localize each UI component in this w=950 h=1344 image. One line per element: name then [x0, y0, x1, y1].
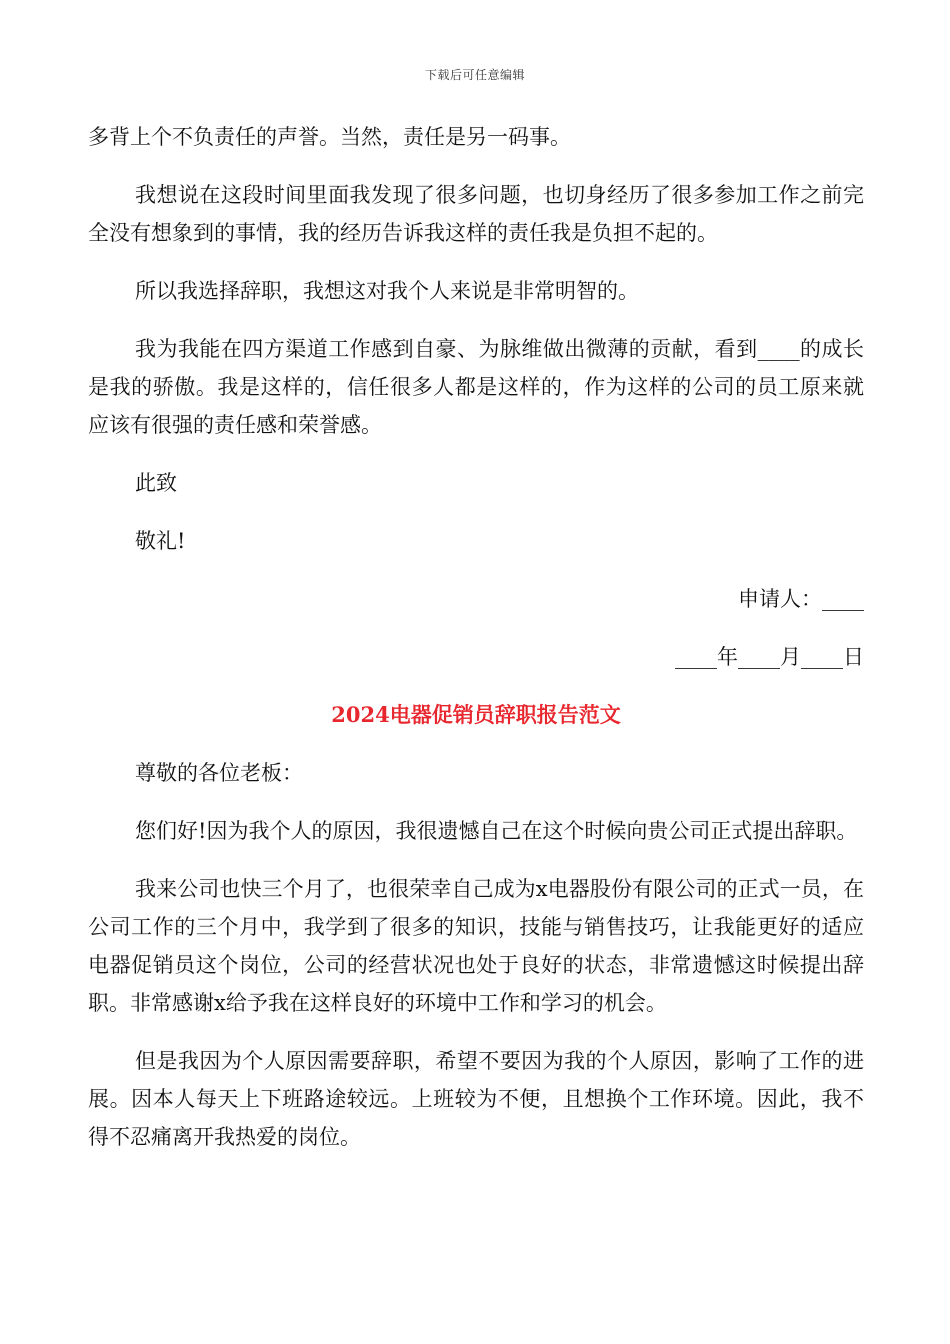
page-header-note: 下载后可任意编辑 [424, 68, 525, 82]
closing-line-2: 敬礼! [135, 529, 186, 553]
paragraph-reason: 但是我因为个人原因需要辞职，希望不要因为我的个人原因，影响了工作的进展。因本人每天上下班路途较远。上班较为不便，且想换个工作环境。因此，我不得不忍痛离开我热爱的岗位。 [88, 1049, 864, 1149]
document-body [88, 118, 864, 1176]
section-title: 2024电器促销员辞职报告范文 [331, 702, 621, 727]
paragraph-problems: 我想说在这段时间里面我发现了很多问题，也切身经历了很多参加工作之前完全没有想象到的事情，我的经历告诉我这样的责任我是负担不起的。 [88, 183, 864, 245]
paragraph-decision: 所以我选择辞职，我想这对我个人来说是非常明智的。 [135, 279, 639, 303]
paragraph-continuation: 多背上个不负责任的声誉。当然，责任是另一码事。 [88, 125, 571, 149]
paragraph-experience: 我来公司也快三个月了，也很荣幸自己成为x电器股份有限公司的正式一员，在公司工作的三个月中，我学到了很多的知识，技能与销售技巧，让我能更好的适应电器促销员这个岗位，公司的经营状况也处于良好的状态，非常遗憾这时候提出辞职。非常感谢x给予我在这样良好的环境中工作和学习的机会。 [88, 877, 864, 1015]
applicant-line: 申请人：____ [738, 587, 864, 611]
salutation: 尊敬的各位老板： [135, 761, 303, 785]
paragraph-greeting: 您们好!因为我个人的原因，我很遗憾自己在这个时候向贵公司正式提出辞职。 [135, 819, 858, 843]
closing-line-1: 此致 [135, 471, 177, 495]
paragraph-pride: 我为我能在四方渠道工作感到自豪、为脉维做出微薄的贡献，看到____的成长是我的骄傲。我是这样的，信任很多人都是这样的，作为这样的公司的员工原来就应该有很强的责任感和荣誉感。 [88, 337, 864, 437]
date-line: ____年____月____日 [675, 645, 864, 669]
